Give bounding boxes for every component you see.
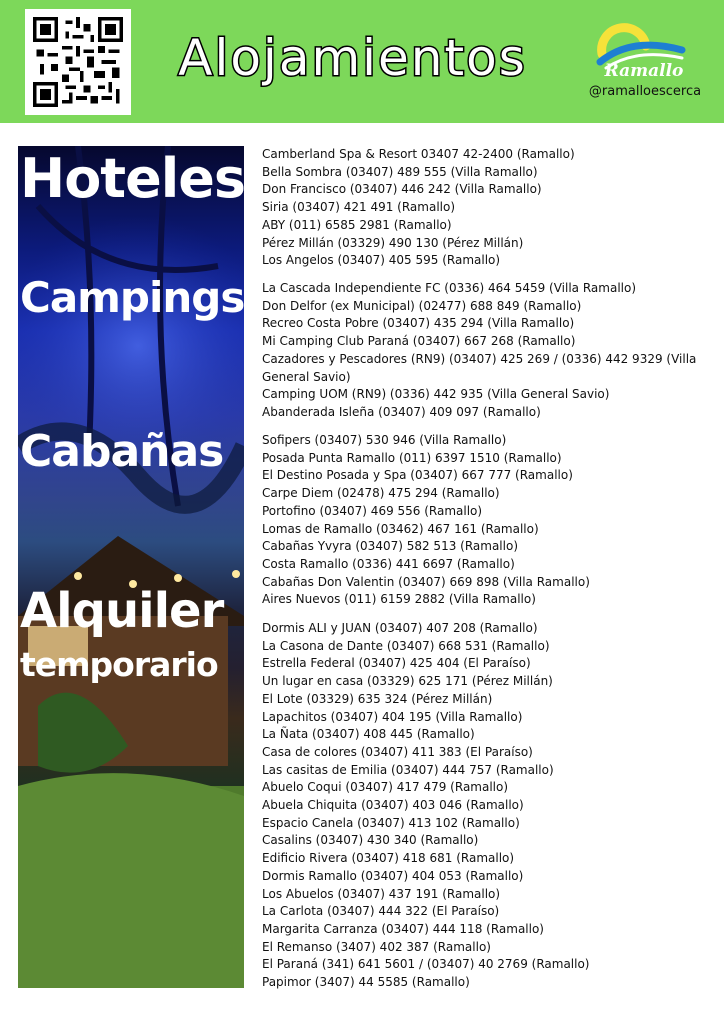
list-item: Siria (03407) 421 491 (Ramallo) — [262, 200, 456, 215]
list-item: Cazadores y Pescadores (RN9) (03407) 425 269 / (0336) 442 9329 (Villa General Savio) — [262, 351, 697, 384]
list-item: Papimor (3407) 44 5585 (Ramallo) — [262, 975, 470, 990]
list-item: Mi Camping Club Paraná (03407) 667 268 (Ramallo) — [262, 334, 576, 349]
list-item: Abanderada Isleña (03407) 409 097 (Ramallo) — [262, 404, 541, 419]
list-item: La Casona de Dante (03407) 668 531 (Ramallo) — [262, 638, 550, 653]
list-item: Recreo Costa Pobre (03407) 435 294 (Villa Ramallo) — [262, 316, 575, 331]
hoteles-list — [262, 146, 714, 270]
list-item: El Lote (03329) 635 324 (Pérez Millán) — [262, 691, 493, 706]
list-item: Estrella Federal (03407) 425 404 (El Paraíso) — [262, 656, 531, 671]
logo-text: Ramallo — [604, 61, 684, 81]
list-item: Aires Nuevos (011) 6159 2882 (Villa Ramallo) — [262, 592, 536, 607]
list-item: Casa de colores (03407) 411 383 (El Paraíso) — [262, 744, 533, 759]
cabanas-list — [262, 432, 714, 609]
heading-temporario: temporario — [20, 645, 218, 684]
list-item: Abuelo Coqui (03407) 417 479 (Ramallo) — [262, 780, 509, 795]
list-item: Los Abuelos (03407) 437 191 (Ramallo) — [262, 886, 501, 901]
list-item: Espacio Canela (03407) 413 102 (Ramallo) — [262, 815, 520, 830]
heading-campings: Campings — [20, 273, 245, 322]
list-item: Un lugar en casa (03329) 625 171 (Pérez Millán) — [262, 674, 553, 689]
list-item: Cabañas Don Valentin (03407) 669 898 (Villa Ramallo) — [262, 574, 590, 589]
list-item: Don Francisco (03407) 446 242 (Villa Ramallo) — [262, 182, 542, 197]
list-item: Portofino (03407) 469 556 (Ramallo) — [262, 503, 483, 518]
heading-alquiler: Alquiler — [20, 583, 224, 639]
list-item: Dormis Ramallo (03407) 404 053 (Ramallo) — [262, 868, 524, 883]
list-item: Edificio Rivera (03407) 418 681 (Ramallo) — [262, 851, 515, 866]
list-item: Camberland Spa & Resort 03407 42-2400 (Ramallo) — [262, 147, 575, 161]
list-item: El Destino Posada y Spa (03407) 667 777 (Ramallo) — [262, 468, 573, 483]
list-item: Los Angelos (03407) 405 595 (Ramallo) — [262, 253, 501, 268]
alquiler-list — [262, 620, 714, 992]
page-title: Alojamientos — [178, 29, 527, 87]
list-item: Costa Ramallo (0336) 441 6697 (Ramallo) — [262, 556, 515, 571]
list-item: Pérez Millán (03329) 490 130 (Pérez Millán) — [262, 235, 524, 250]
list-item: Camping UOM (RN9) (0336) 442 935 (Villa General Savio) — [262, 387, 610, 402]
heading-cabanas: Cabañas — [20, 426, 224, 477]
list-item: Cabañas Yvyra (03407) 582 513 (Ramallo) — [262, 539, 518, 554]
list-item: La Ñata (03407) 408 445 (Ramallo) — [262, 727, 475, 742]
heading-hoteles: Hoteles — [20, 147, 246, 210]
list-item: La Carlota (03407) 444 322 (El Paraíso) — [262, 904, 500, 919]
list-item: Lomas de Ramallo (03462) 467 161 (Ramallo) — [262, 521, 539, 536]
ramallo-logo — [592, 22, 688, 82]
list-item: Posada Punta Ramallo (011) 6397 1510 (Ramallo) — [262, 450, 562, 465]
list-item: Bella Sombra (03407) 489 555 (Villa Ramallo) — [262, 164, 538, 179]
list-item: Casalins (03407) 430 340 (Ramallo) — [262, 833, 479, 848]
list-item: El Paraná (341) 641 5601 / (03407) 40 2769 (Ramallo) — [262, 957, 590, 972]
list-item: Carpe Diem (02478) 475 294 (Ramallo) — [262, 486, 500, 501]
list-item: Las casitas de Emilia (03407) 444 757 (Ramallo) — [262, 762, 554, 777]
list-item: Sofipers (03407) 530 946 (Villa Ramallo) — [262, 433, 507, 447]
list-item: Dormis ALI y JUAN (03407) 407 208 (Ramallo) — [262, 621, 538, 635]
list-item: Abuela Chiquita (03407) 403 046 (Ramallo) — [262, 798, 524, 813]
list-item: Lapachitos (03407) 404 195 (Villa Ramallo) — [262, 709, 523, 724]
list-item: Don Delfor (ex Municipal) (02477) 688 849 (Ramallo) — [262, 298, 582, 313]
list-item: Margarita Carranza (03407) 444 118 (Ramallo) — [262, 921, 544, 936]
header-banner — [0, 0, 724, 123]
social-handle[interactable]: @ramalloescerca — [588, 84, 702, 99]
list-item: ABY (011) 6585 2981 (Ramallo) — [262, 217, 452, 232]
list-item: La Cascada Independiente FC (0336) 464 5459 (Villa Ramallo) — [262, 281, 637, 295]
campings-list — [262, 280, 714, 422]
list-item: El Remanso (3407) 402 387 (Ramallo) — [262, 939, 491, 954]
